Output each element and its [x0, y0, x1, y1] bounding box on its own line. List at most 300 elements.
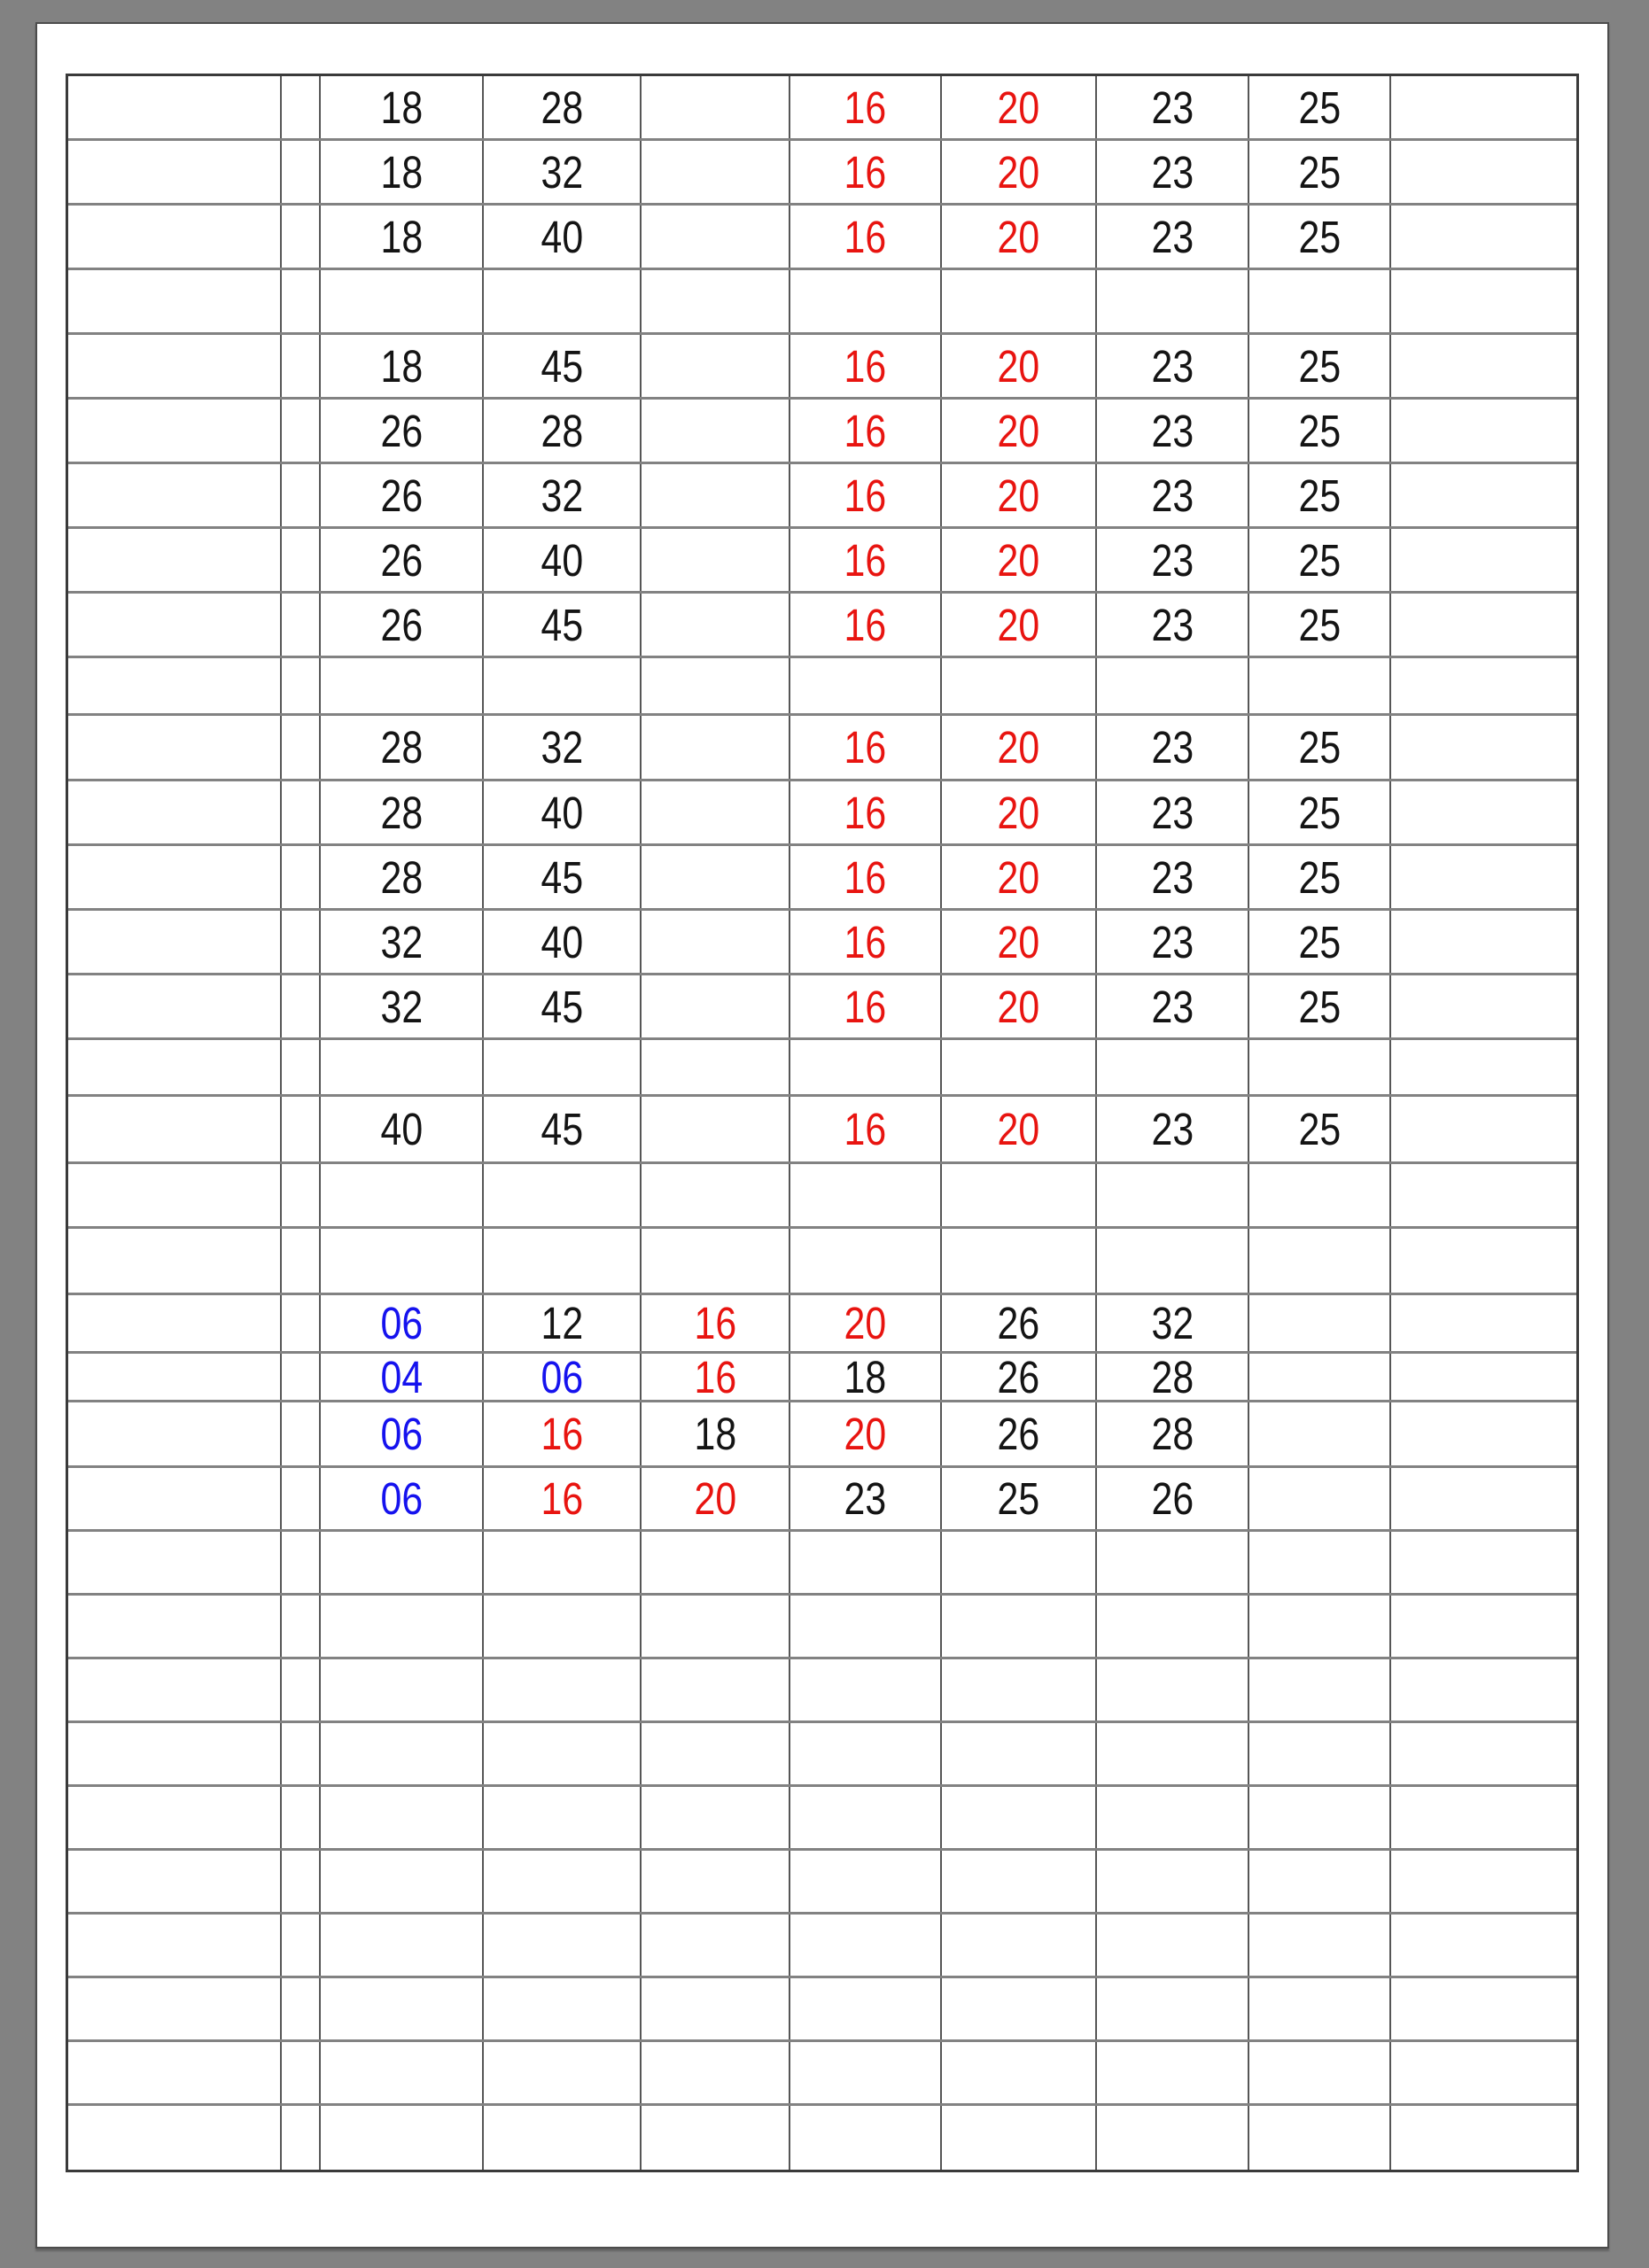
- table-cell: [282, 1468, 321, 1529]
- table-cell: [68, 1040, 282, 1094]
- table-cell: [321, 1229, 484, 1293]
- table-cell: [321, 911, 484, 973]
- table-cell: [642, 781, 790, 843]
- table-row: [68, 1351, 1576, 1402]
- table-cell: [282, 1532, 321, 1593]
- table-cell: [68, 781, 282, 843]
- table-cell: [642, 1659, 790, 1720]
- table-cell: [1097, 1978, 1249, 2039]
- table-cell: [642, 1851, 790, 1912]
- cell-value: 25: [1298, 787, 1341, 838]
- table-row: [68, 464, 1576, 529]
- cell-value: 20: [997, 470, 1040, 521]
- table-cell: [484, 1532, 642, 1593]
- table-cell: [484, 1040, 642, 1094]
- table-cell: [282, 2042, 321, 2103]
- cell-value: 25: [1298, 851, 1341, 903]
- table-cell: [282, 1354, 321, 1400]
- cell-value: 25: [1298, 1104, 1341, 1154]
- table-cell: [1391, 1295, 1576, 1351]
- table-cell: [1249, 1915, 1391, 1976]
- table-cell: [790, 1229, 942, 1293]
- table-cell: [484, 1915, 642, 1976]
- table-cell: [642, 1040, 790, 1094]
- table-cell: [68, 206, 282, 268]
- table-cell: [321, 1468, 484, 1529]
- table-cell: [942, 1097, 1097, 1161]
- table-cell: [1249, 781, 1391, 843]
- table-cell: [321, 658, 484, 713]
- table-cell: [1097, 1229, 1249, 1293]
- table-cell: [321, 716, 484, 779]
- cell-value: 20: [997, 211, 1040, 262]
- cell-value: 16: [844, 146, 887, 198]
- cell-value: 23: [1151, 534, 1194, 586]
- table-cell: [642, 464, 790, 526]
- table-cell: [68, 464, 282, 526]
- table-row: [68, 1164, 1576, 1229]
- table-cell: [321, 1723, 484, 1784]
- cell-value: 45: [541, 851, 583, 903]
- table-cell: [642, 1787, 790, 1848]
- cell-value: 20: [997, 1104, 1040, 1154]
- table-cell: [1249, 1787, 1391, 1848]
- cell-value: 16: [844, 851, 887, 903]
- table-cell: [642, 400, 790, 462]
- cell-value: 26: [380, 599, 423, 650]
- table-cell: [321, 2106, 484, 2170]
- table-cell: [484, 1978, 642, 2039]
- table-cell: [321, 1596, 484, 1657]
- cell-value: 32: [380, 981, 423, 1032]
- table-cell: [484, 1787, 642, 1848]
- table-cell: [1391, 1097, 1576, 1161]
- cell-value: 23: [1151, 470, 1194, 521]
- table-cell: [282, 335, 321, 397]
- table-cell: [1249, 464, 1391, 526]
- cell-value: 25: [1298, 146, 1341, 198]
- cell-value: 23: [1151, 981, 1194, 1032]
- table-row: [68, 1532, 1576, 1596]
- table-cell: [68, 1354, 282, 1400]
- table-cell: [282, 1040, 321, 1094]
- table-cell: [68, 1229, 282, 1293]
- table-cell: [484, 781, 642, 843]
- table-cell: [790, 1978, 942, 2039]
- table-cell: [642, 1164, 790, 1226]
- table-cell: [642, 1532, 790, 1593]
- table-row: [68, 1097, 1576, 1164]
- table-cell: [1097, 1351, 1249, 1402]
- table-cell: [790, 781, 942, 843]
- table-row: [68, 206, 1576, 270]
- cell-value: 20: [844, 1298, 887, 1348]
- cell-value: 25: [1298, 82, 1341, 133]
- table-cell: [642, 1402, 790, 1465]
- table-cell: [790, 335, 942, 397]
- cell-value: 23: [1151, 211, 1194, 262]
- table-cell: [321, 781, 484, 843]
- cell-value: 45: [541, 1104, 583, 1154]
- cell-value: 20: [694, 1473, 736, 1524]
- table-row: [68, 1468, 1576, 1532]
- table-cell: [321, 1532, 484, 1593]
- table-cell: [1391, 1040, 1576, 1094]
- table-cell: [484, 1468, 642, 1529]
- table-cell: [282, 716, 321, 779]
- table-cell: [1249, 335, 1391, 397]
- table-cell: [282, 1596, 321, 1657]
- cell-value: 16: [844, 981, 887, 1032]
- cell-value: 16: [844, 1104, 887, 1154]
- table-cell: [68, 1295, 282, 1351]
- table-row: [68, 400, 1576, 464]
- table-cell: [942, 846, 1097, 908]
- table-cell: [942, 141, 1097, 203]
- table-cell: [942, 1295, 1097, 1351]
- table-cell: [1097, 335, 1249, 397]
- table-cell: [282, 270, 321, 332]
- table-cell: [642, 2106, 790, 2170]
- table-cell: [484, 529, 642, 591]
- table-cell: [484, 1164, 642, 1226]
- cell-value: 18: [380, 146, 423, 198]
- table-cell: [321, 529, 484, 591]
- cell-value: 16: [694, 1298, 736, 1348]
- table-cell: [790, 1097, 942, 1161]
- table-cell: [1097, 2106, 1249, 2170]
- table-cell: [1097, 1402, 1249, 1465]
- cell-value: 23: [1151, 146, 1194, 198]
- table-cell: [282, 975, 321, 1037]
- table-cell: [1097, 1723, 1249, 1784]
- table-cell: [68, 270, 282, 332]
- table-cell: [484, 1351, 642, 1402]
- table-cell: [942, 1851, 1097, 1912]
- table-cell: [1097, 911, 1249, 973]
- cell-value: 25: [997, 1473, 1040, 1524]
- table-cell: [942, 529, 1097, 591]
- table-cell: [282, 1915, 321, 1976]
- table-cell: [790, 716, 942, 779]
- cell-value: 16: [844, 405, 887, 456]
- table-cell: [282, 206, 321, 268]
- cell-value: 06: [380, 1298, 423, 1348]
- table-cell: [282, 400, 321, 462]
- table-cell: [1097, 2042, 1249, 2103]
- table-cell: [790, 1659, 942, 1720]
- table-row: [68, 1229, 1576, 1295]
- table-cell: [484, 1229, 642, 1293]
- cell-value: 28: [541, 405, 583, 456]
- table-cell: [1391, 206, 1576, 268]
- cell-value: 20: [997, 146, 1040, 198]
- table-cell: [68, 1164, 282, 1226]
- table-cell: [790, 270, 942, 332]
- table-cell: [68, 1787, 282, 1848]
- table-row: [68, 716, 1576, 781]
- table-cell: [321, 464, 484, 526]
- table-cell: [1391, 975, 1576, 1037]
- cell-value: 32: [380, 916, 423, 967]
- table-cell: [1249, 1040, 1391, 1094]
- table-row: [68, 529, 1576, 594]
- table-cell: [68, 76, 282, 138]
- table-cell: [1097, 529, 1249, 591]
- table-cell: [642, 529, 790, 591]
- table-cell: [642, 911, 790, 973]
- table-cell: [282, 1295, 321, 1351]
- table-cell: [68, 846, 282, 908]
- table-cell: [1249, 1164, 1391, 1226]
- table-cell: [484, 716, 642, 779]
- table-cell: [1097, 400, 1249, 462]
- table-cell: [1097, 1851, 1249, 1912]
- table-cell: [1097, 975, 1249, 1037]
- cell-value: 16: [844, 916, 887, 967]
- table-cell: [642, 1915, 790, 1976]
- table-row: [68, 1402, 1576, 1468]
- table-cell: [942, 1596, 1097, 1657]
- table-cell: [321, 1040, 484, 1094]
- cell-value: 28: [1151, 1409, 1194, 1459]
- cell-value: 16: [541, 1473, 583, 1524]
- table-cell: [1097, 846, 1249, 908]
- cell-value: 45: [541, 340, 583, 392]
- table-cell: [790, 594, 942, 656]
- cell-value: 18: [380, 340, 423, 392]
- table-cell: [484, 911, 642, 973]
- table-cell: [1391, 464, 1576, 526]
- table-cell: [1249, 1402, 1391, 1465]
- cell-value: 16: [694, 1351, 736, 1402]
- cell-value: 23: [1151, 851, 1194, 903]
- table-cell: [282, 781, 321, 843]
- table-cell: [942, 1532, 1097, 1593]
- document-page: [35, 22, 1609, 2249]
- table-cell: [321, 270, 484, 332]
- table-cell: [484, 975, 642, 1037]
- cell-value: 06: [380, 1409, 423, 1459]
- table-cell: [484, 335, 642, 397]
- cell-value: 32: [1151, 1298, 1194, 1348]
- table-cell: [1249, 2106, 1391, 2170]
- cell-value: 32: [541, 722, 583, 773]
- cell-value: 20: [997, 851, 1040, 903]
- table-cell: [1391, 781, 1576, 843]
- table-cell: [1391, 658, 1576, 713]
- table-cell: [790, 2042, 942, 2103]
- table-cell: [642, 76, 790, 138]
- cell-value: 18: [694, 1409, 736, 1459]
- cell-value: 26: [380, 534, 423, 586]
- cell-value: 25: [1298, 981, 1341, 1032]
- table-cell: [1391, 1402, 1576, 1465]
- table-cell: [1097, 1164, 1249, 1226]
- table-cell: [942, 400, 1097, 462]
- table-row: [68, 1915, 1576, 1978]
- table-cell: [484, 1659, 642, 1720]
- cell-value: 20: [997, 981, 1040, 1032]
- table-cell: [642, 1097, 790, 1161]
- cell-value: 23: [1151, 722, 1194, 773]
- table-cell: [321, 846, 484, 908]
- cell-value: 28: [380, 851, 423, 903]
- table-row: [68, 1659, 1576, 1723]
- table-cell: [942, 206, 1097, 268]
- table-cell: [321, 975, 484, 1037]
- table-cell: [68, 400, 282, 462]
- table-row: [68, 1596, 1576, 1659]
- table-row: [68, 1040, 1576, 1097]
- table-cell: [282, 911, 321, 973]
- table-cell: [1391, 846, 1576, 908]
- cell-value: 40: [541, 787, 583, 838]
- cell-value: 16: [844, 787, 887, 838]
- table-cell: [282, 141, 321, 203]
- cell-value: 20: [997, 722, 1040, 773]
- table-cell: [1391, 1915, 1576, 1976]
- cell-value: 25: [1298, 534, 1341, 586]
- table-cell: [642, 270, 790, 332]
- table-cell: [68, 594, 282, 656]
- table-cell: [484, 1596, 642, 1657]
- table-cell: [484, 1295, 642, 1351]
- table-row: [68, 76, 1576, 141]
- table-cell: [942, 1402, 1097, 1465]
- table-cell: [642, 1468, 790, 1529]
- table-cell: [1249, 975, 1391, 1037]
- cell-value: 25: [1298, 599, 1341, 650]
- table-cell: [642, 975, 790, 1037]
- table-cell: [1249, 1354, 1391, 1400]
- table-cell: [484, 2106, 642, 2170]
- table-cell: [942, 1915, 1097, 1976]
- table-cell: [282, 464, 321, 526]
- table-cell: [642, 1596, 790, 1657]
- table-cell: [68, 1097, 282, 1161]
- table-cell: [1097, 781, 1249, 843]
- table-cell: [282, 529, 321, 591]
- table-row: [68, 2106, 1576, 2170]
- table-cell: [1249, 206, 1391, 268]
- cell-value: 25: [1298, 211, 1341, 262]
- cell-value: 18: [844, 1351, 887, 1402]
- table-cell: [68, 335, 282, 397]
- table-cell: [321, 1097, 484, 1161]
- table-cell: [484, 270, 642, 332]
- table-row: [68, 1978, 1576, 2042]
- table-cell: [1097, 1040, 1249, 1094]
- cell-value: 32: [541, 146, 583, 198]
- table-cell: [68, 911, 282, 973]
- cell-value: 20: [844, 1409, 887, 1459]
- table-cell: [321, 1351, 484, 1402]
- table-cell: [642, 335, 790, 397]
- table-row: [68, 2042, 1576, 2106]
- table-cell: [1097, 1468, 1249, 1529]
- table-cell: [321, 141, 484, 203]
- table-row: [68, 975, 1576, 1040]
- table-cell: [282, 76, 321, 138]
- table-cell: [1097, 464, 1249, 526]
- table-cell: [484, 464, 642, 526]
- table-cell: [1097, 1532, 1249, 1593]
- table-row: [68, 846, 1576, 911]
- table-cell: [1249, 529, 1391, 591]
- cell-value: 20: [997, 916, 1040, 967]
- table-cell: [1391, 1354, 1576, 1400]
- cell-value: 40: [541, 534, 583, 586]
- table-cell: [1249, 1468, 1391, 1529]
- table-cell: [642, 141, 790, 203]
- table-row: [68, 658, 1576, 716]
- cell-value: 06: [541, 1351, 583, 1402]
- table-cell: [790, 464, 942, 526]
- cell-value: 16: [844, 534, 887, 586]
- cell-value: 16: [844, 340, 887, 392]
- table-cell: [282, 1787, 321, 1848]
- cell-value: 23: [1151, 1104, 1194, 1154]
- table-cell: [68, 1659, 282, 1720]
- table-cell: [282, 1097, 321, 1161]
- table-cell: [942, 76, 1097, 138]
- table-cell: [68, 1532, 282, 1593]
- table-cell: [1391, 1468, 1576, 1529]
- table-cell: [790, 1164, 942, 1226]
- table-cell: [68, 658, 282, 713]
- cell-value: 23: [1151, 340, 1194, 392]
- table-cell: [1249, 1596, 1391, 1657]
- cell-value: 40: [541, 211, 583, 262]
- table-cell: [1391, 1596, 1576, 1657]
- cell-value: 40: [380, 1104, 423, 1154]
- cell-value: 23: [1151, 599, 1194, 650]
- table-cell: [1391, 2042, 1576, 2103]
- table-cell: [790, 1596, 942, 1657]
- cell-value: 40: [541, 916, 583, 967]
- table-cell: [642, 716, 790, 779]
- table-cell: [790, 1532, 942, 1593]
- table-cell: [790, 911, 942, 973]
- cell-value: 28: [380, 722, 423, 773]
- table-cell: [1097, 1787, 1249, 1848]
- cell-value: 25: [1298, 916, 1341, 967]
- table-cell: [790, 76, 942, 138]
- table-cell: [282, 2106, 321, 2170]
- cell-value: 20: [997, 340, 1040, 392]
- table-cell: [282, 846, 321, 908]
- table-cell: [484, 594, 642, 656]
- cell-value: 16: [844, 211, 887, 262]
- table-cell: [1097, 206, 1249, 268]
- table-cell: [790, 1295, 942, 1351]
- cell-value: 16: [844, 599, 887, 650]
- table-cell: [484, 2042, 642, 2103]
- table-cell: [1097, 716, 1249, 779]
- table-row: [68, 1851, 1576, 1915]
- table-cell: [1249, 400, 1391, 462]
- table-cell: [282, 658, 321, 713]
- table-cell: [790, 1851, 942, 1912]
- table-cell: [321, 1295, 484, 1351]
- table-cell: [942, 1040, 1097, 1094]
- cell-value: 25: [1298, 722, 1341, 773]
- table-cell: [1097, 1659, 1249, 1720]
- table-cell: [321, 335, 484, 397]
- table-cell: [1249, 1659, 1391, 1720]
- table-cell: [282, 1164, 321, 1226]
